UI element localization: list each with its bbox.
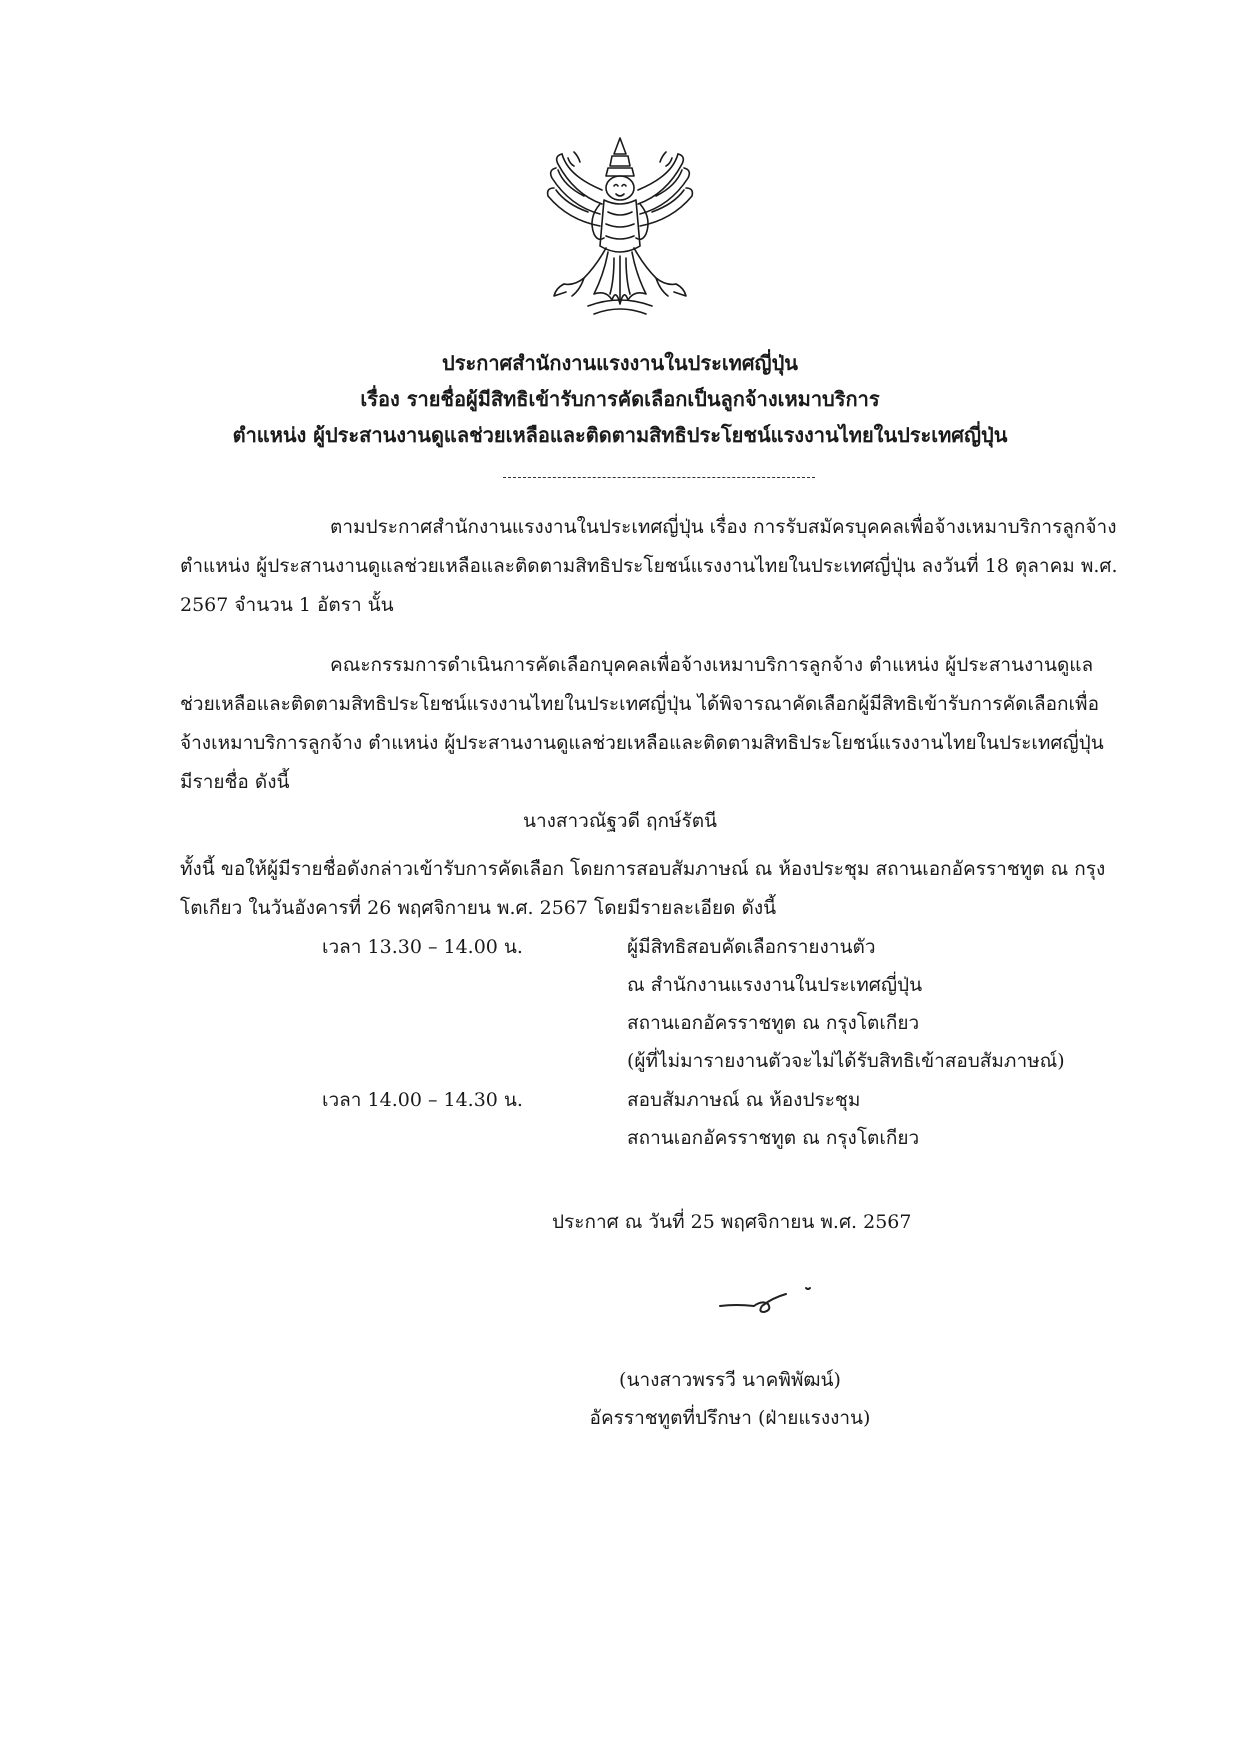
- garuda-emblem-icon: [544, 134, 696, 320]
- schedule-detail: ผู้มีสิทธิสอบคัดเลือกรายงานตัว: [627, 936, 876, 958]
- announcement-date: ประกาศ ณ วันที่ 25 พฤศจิกายน พ.ศ. 2567: [552, 1211, 912, 1233]
- schedule-detail: สถานเอกอัครราชทูต ณ กรุงโตเกียว: [627, 1127, 920, 1149]
- schedule-detail: สถานเอกอัครราชทูต ณ กรุงโตเกียว: [627, 1012, 920, 1034]
- schedule-detail: ณ สำนักงานแรงงานในประเทศญี่ปุ่น: [627, 974, 923, 996]
- title-divider: [503, 477, 815, 478]
- paragraph-2: คณะกรรมการดำเนินการคัดเลือกบุคคลเพื่อจ้างเหมาบริการลูกจ้าง ตำแหน่ง ผู้ประสานงานดูแลช่วยเหลือและติดตามสิทธิประโยชน์แรงงานไทยในประเทศญี่ปุ่น ได้พิจารณาคัดเลือกผู้มีสิทธิเข้ารับการคัดเลือกเพื่อจ้างเหมาบริการลูกจ้าง ตำแหน่ง ผู้ประสานงานดูแลช่วยเหลือและติดตามสิทธิประโยชน์แรงงานไทยในประเทศญี่ปุ่น มีรายชื่อ ดังนี้: [180, 654, 1104, 793]
- schedule-detail: (ผู้ที่ไม่มารายงานตัวจะไม่ได้รับสิทธิเข้าสอบสัมภาษณ์): [627, 1050, 1065, 1072]
- paragraph-3: ทั้งนี้ ขอให้ผู้มีรายชื่อดังกล่าวเข้ารับการคัดเลือก โดยการสอบสัมภาษณ์ ณ ห้องประชุม สถานเอกอัครราชทูต ณ กรุงโตเกียว ในวันอังคารที่ 26 พฤศจิกายน พ.ศ. 2567 โดยมีรายละเอียด ดังนี้: [180, 858, 1106, 919]
- signer-name: (นางสาวพรรวี นาคพิพัฒน์): [619, 1369, 841, 1391]
- candidate-name: นางสาวณัฐวดี ฤกษ์รัตนี: [522, 810, 718, 832]
- schedule-time-1: เวลา 13.30 – 14.00 น.: [322, 936, 523, 958]
- document-title-line-2: เรื่อง รายชื่อผู้มีสิทธิเข้ารับการคัดเลือกเป็นลูกจ้างเหมาบริการ: [360, 387, 880, 411]
- signer-title: อัครราชทูตที่ปรึกษา (ฝ่ายแรงงาน): [589, 1407, 871, 1429]
- schedule-detail: สอบสัมภาษณ์ ณ ห้องประชุม: [627, 1089, 861, 1111]
- paragraph-1: ตามประกาศสำนักงานแรงงานในประเทศญี่ปุ่น เรื่อง การรับสมัครบุคคลเพื่อจ้างเหมาบริการลูกจ้าง ตำแหน่ง ผู้ประสานงานดูแลช่วยเหลือและติดตามสิทธิประโยชน์แรงงานไทยในประเทศญี่ปุ่น ลงวันที่ 18 ตุลาคม พ.ศ. 2567 จำนวน 1 อัตรา นั้น: [180, 516, 1118, 616]
- handwritten-signature-icon: [716, 1282, 826, 1322]
- document-title-line-1: ประกาศสำนักงานแรงงานในประเทศญี่ปุ่น: [442, 351, 798, 375]
- document-title-line-3: ตำแหน่ง ผู้ประสานงานดูแลช่วยเหลือและติดตามสิทธิประโยชน์แรงงานไทยในประเทศญี่ปุ่น: [232, 423, 1008, 447]
- schedule-time-2: เวลา 14.00 – 14.30 น.: [322, 1089, 523, 1111]
